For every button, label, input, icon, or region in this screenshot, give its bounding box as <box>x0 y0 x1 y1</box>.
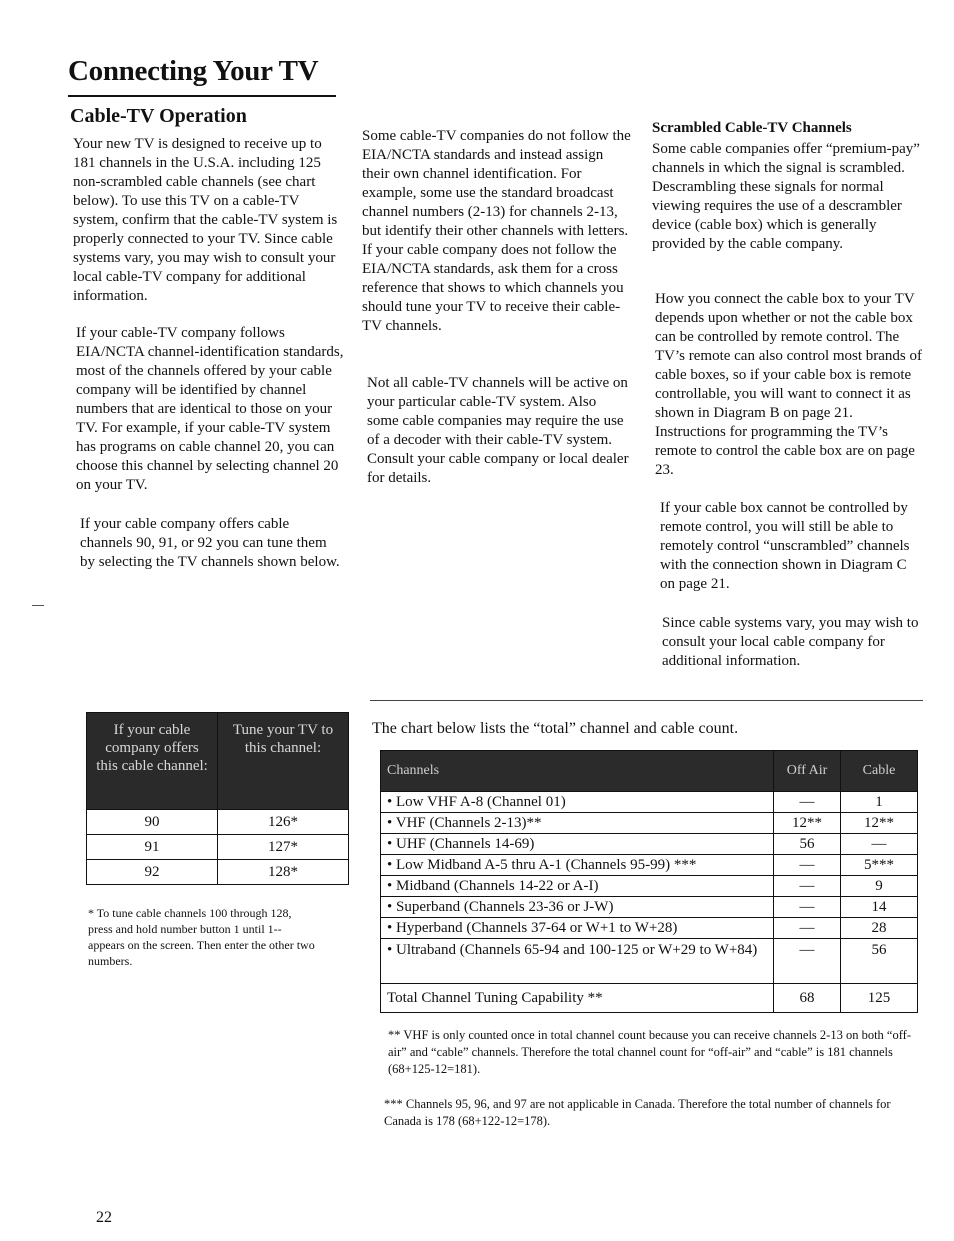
col3-paragraph-1: Some cable companies offer “premium-pay” channels in which the signal is scrambled. Descrambling these signals for normal viewing requires the use of a descrambler device (cable box) which is generally provided by the cable company. <box>652 141 920 252</box>
count-cable-cell: 14 <box>841 897 918 918</box>
section-divider <box>370 700 923 701</box>
col3-paragraph-2: How you connect the cable box to your TV depends upon whether or not the cable box can be controlled by remote control. The TV’s remote can also control most brands of cable boxes, so if your cable box is remote controllable, you will want to connect it as shown in Diagram B on page 21. Instructions for programming the TV’s remote to control the cable box are on page 23. <box>655 291 923 478</box>
col1-paragraph-2: If your cable-TV company follows EIA/NCTA channel-identification standards, most of the channels offered by your cable company will be identified by channel numbers that are identical to those on your TV. For example, if your cable-TV system has programs on cable channel 20, you can choose this channel by selecting channel 20 on your TV. <box>76 325 344 493</box>
count-label-cell: • Superband (Channels 23-36 or J-W) <box>381 897 774 918</box>
channel-mapping-table <box>86 712 349 885</box>
table-row <box>87 810 349 835</box>
count-header-channels: Channels <box>381 751 774 792</box>
count-off-air-cell: — <box>774 939 841 984</box>
col3-paragraph-4: Since cable systems vary, you may wish to consult your local cable company for additional information. <box>662 615 919 669</box>
mapping-cable-cell: 90 <box>87 810 218 835</box>
count-off-air-cell: — <box>774 876 841 897</box>
table-row <box>381 834 918 855</box>
count-label-cell: • Low VHF A-8 (Channel 01) <box>381 792 774 813</box>
count-header-off-air: Off Air <box>774 751 841 792</box>
mapping-footnote: * To tune cable channels 100 through 128, press and hold number button 1 until 1-- appears on the screen. Then enter the other two numbers. <box>88 906 315 968</box>
total-cable-cell: 125 <box>841 984 918 1013</box>
table-row <box>381 855 918 876</box>
col3-heading: Scrambled Cable-TV Channels <box>652 120 852 136</box>
count-off-air-cell: 56 <box>774 834 841 855</box>
count-cable-cell: 56 <box>841 939 918 984</box>
count-cable-cell: — <box>841 834 918 855</box>
col1-paragraph-1: Your new TV is designed to receive up to 181 channels in the U.S.A. including 125 non-scrambled cable channels (see chart below). To use this TV on a cable-TV system, confirm that the cable-TV system is properly connected to your TV. Since cable systems vary, you may wish to consult your local cable-TV company for additional information. <box>73 136 338 304</box>
col2-paragraph-2: Not all cable-TV channels will be active on your particular cable-TV system. Also some cable companies may require the use of a decoder with their cable-TV system. Consult your cable company or local dealer for details. <box>367 375 629 486</box>
margin-mark <box>32 605 44 606</box>
count-label-cell: • VHF (Channels 2-13)** <box>381 813 774 834</box>
mapping-tv-cell: 127* <box>218 835 349 860</box>
table-row <box>381 918 918 939</box>
count-header-cable: Cable <box>841 751 918 792</box>
count-off-air-cell: — <box>774 897 841 918</box>
table-row <box>381 792 918 813</box>
total-row <box>381 984 918 1013</box>
mapping-header-tv: Tune your TV to this channel: <box>218 713 349 810</box>
count-off-air-cell: — <box>774 792 841 813</box>
footnote-triple-star: *** Channels 95, 96, and 97 are not applicable in Canada. Therefore the total number of channels for Canada is 178 (68+122-12=178). <box>384 1097 891 1128</box>
page-number: 22 <box>96 1209 112 1226</box>
count-label-cell: • Hyperband (Channels 37-64 or W+1 to W+28) <box>381 918 774 939</box>
mapping-tv-cell: 128* <box>218 860 349 885</box>
count-off-air-cell: — <box>774 855 841 876</box>
count-off-air-cell: — <box>774 918 841 939</box>
mapping-header-cable: If your cable company offers this cable channel: <box>87 713 218 810</box>
count-label-cell: • Ultraband (Channels 65-94 and 100-125 or W+29 to W+84) <box>381 939 774 984</box>
mapping-cable-cell: 91 <box>87 835 218 860</box>
mapping-cable-cell: 92 <box>87 860 218 885</box>
count-off-air-cell: 12** <box>774 813 841 834</box>
count-label-cell: • UHF (Channels 14-69) <box>381 834 774 855</box>
mapping-tv-cell: 126* <box>218 810 349 835</box>
page-title: Connecting Your TV <box>68 55 319 87</box>
count-label-cell: • Low Midband A-5 thru A-1 (Channels 95-99) *** <box>381 855 774 876</box>
col3-paragraph-3: If your cable box cannot be controlled by remote control, you will still be able to remotely control “unscrambled” channels with the connection shown in Diagram C on page 21. <box>660 500 910 592</box>
channel-count-table <box>380 750 918 1013</box>
table-row <box>381 897 918 918</box>
table-row <box>87 835 349 860</box>
count-cable-cell: 5*** <box>841 855 918 876</box>
count-label-cell: • Midband (Channels 14-22 or A-I) <box>381 876 774 897</box>
section-heading: Cable-TV Operation <box>70 105 247 127</box>
count-cable-cell: 12** <box>841 813 918 834</box>
table-row <box>381 876 918 897</box>
footnote-double-star: ** VHF is only counted once in total channel count because you can receive channels 2-13 on both “off-air” and “cable” channels. Therefore the total channel count for “off-air” and “cable” is 181 channels (68+125-12=181). <box>388 1028 911 1076</box>
count-cable-cell: 1 <box>841 792 918 813</box>
count-cable-cell: 9 <box>841 876 918 897</box>
total-off-air-cell: 68 <box>774 984 841 1013</box>
table-row <box>381 939 918 984</box>
table-row <box>381 813 918 834</box>
col1-paragraph-3: If your cable company offers cable channels 90, 91, or 92 you can tune them by selecting the TV channels shown below. <box>80 516 340 570</box>
table-row <box>87 860 349 885</box>
col2-paragraph-1: Some cable-TV companies do not follow the EIA/NCTA standards and instead assign their own channel identification. For example, some use the standard broadcast channel numbers (2-13) for channels 2-13, but identify their other channels with letters. If your cable company does not follow the EIA/NCTA standards, ask them for a cross reference that shows to which channels you should tune your TV to receive their cable-TV channels. <box>362 128 631 334</box>
count-cable-cell: 28 <box>841 918 918 939</box>
title-underline <box>68 95 336 97</box>
total-label-cell: Total Channel Tuning Capability ** <box>381 984 774 1013</box>
chart-intro: The chart below lists the “total” channel and cable count. <box>372 720 739 737</box>
